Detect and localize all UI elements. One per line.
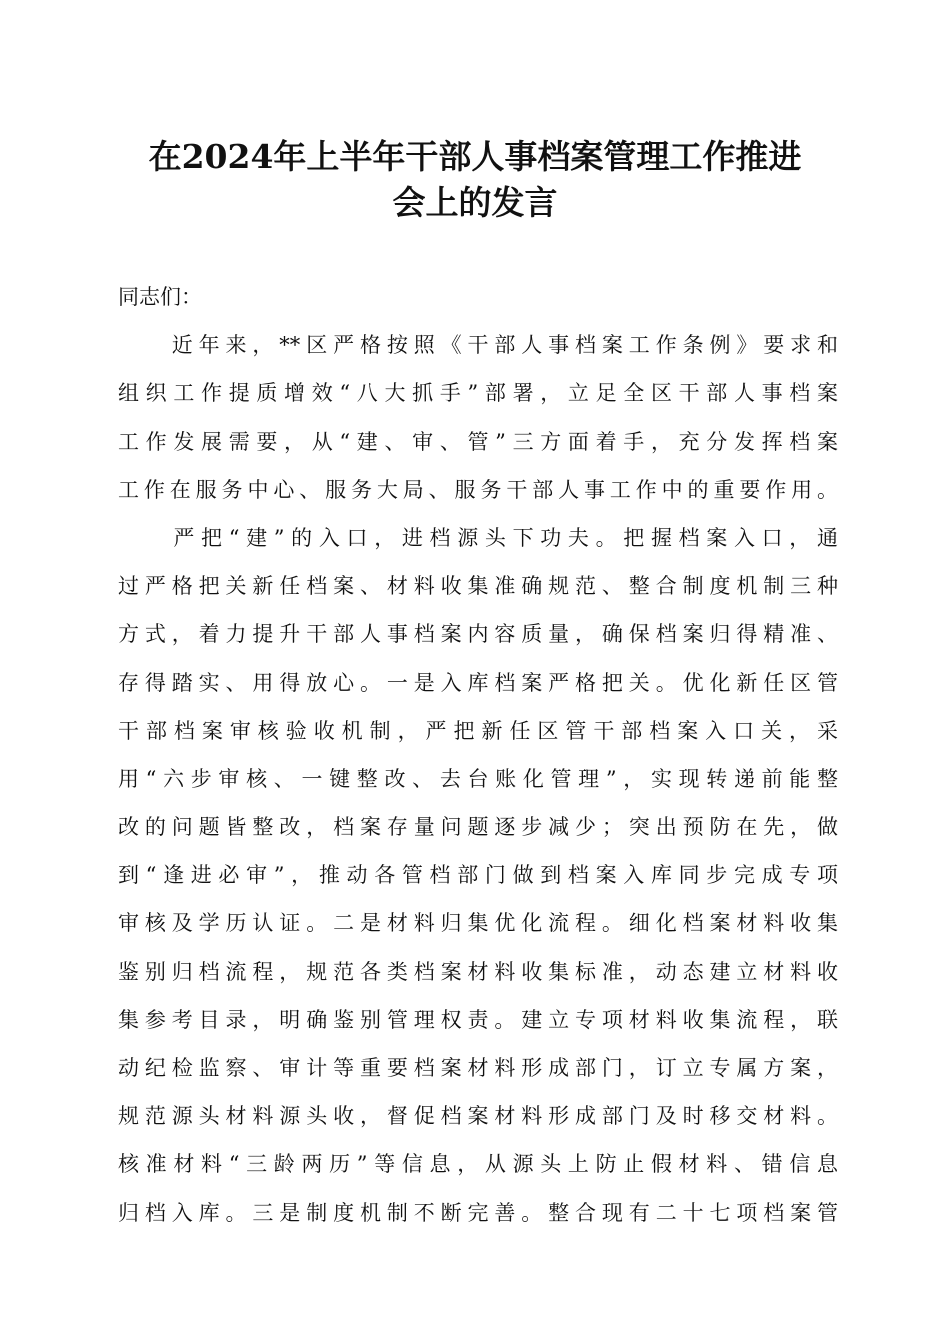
body-line: 过严格把关新任档案、材料收集准确规范、整合制度机制三种 bbox=[118, 574, 838, 599]
document-title bbox=[100, 134, 850, 226]
document-body bbox=[118, 273, 838, 1237]
body-line: 审核及学历认证。二是材料归集优化流程。细化档案材料收集 bbox=[118, 911, 838, 936]
body-line: 集参考目录，明确鉴别管理权责。建立专项材料收集流程，联 bbox=[118, 1007, 838, 1032]
body-line: 归档入库。三是制度机制不断完善。整合现有二十七项档案管 bbox=[118, 1200, 838, 1225]
body-line: 存得踏实、用得放心。一是入库档案严格把关。优化新任区管 bbox=[118, 670, 838, 695]
body-line: 核准材料“三龄两历”等信息，从源头上防止假材料、错信息 bbox=[118, 1152, 838, 1177]
body-line: 用“六步审核、一键整改、去台账化管理”，实现转递前能整 bbox=[118, 766, 838, 791]
salutation: 同志们： bbox=[118, 285, 202, 309]
body-line: 工作在服务中心、服务大局、服务干部人事工作中的重要作用。 bbox=[118, 477, 838, 502]
body-line: 动纪检监察、审计等重要档案材料形成部门，订立专属方案， bbox=[118, 1056, 838, 1080]
body-line: 干部档案审核验收机制，严把新任区管干部档案入口关，采 bbox=[118, 718, 838, 743]
body-line: 方式，着力提升干部人事档案内容质量，确保档案归得精准、 bbox=[118, 622, 838, 647]
body-line: 鉴别归档流程，规范各类档案材料收集标准，动态建立材料收 bbox=[118, 959, 838, 984]
body-line: 到“逢进必审”，推动各管档部门做到档案入库同步完成专项 bbox=[118, 863, 838, 888]
body-line: 工作发展需要，从“建、审、管”三方面着手，充分发挥档案 bbox=[118, 429, 838, 454]
body-line: 严把“建”的入口，进档源头下功夫。把握档案入口，通 bbox=[118, 525, 838, 550]
body-line: 组织工作提质增效“八大抓手”部署，立足全区干部人事档案 bbox=[118, 381, 838, 406]
title-line-1: 在2024年上半年干部人事档案管理工作推进 bbox=[148, 137, 802, 176]
title-line-2: 会上的发言 bbox=[392, 183, 558, 222]
body-line: 近年来，**区严格按照《干部人事档案工作条例》要求和 bbox=[118, 333, 838, 358]
body-line: 规范源头材料源头收，督促档案材料形成部门及时移交材料。 bbox=[118, 1104, 838, 1129]
body-line: 改的问题皆整改，档案存量问题逐步减少；突出预防在先，做 bbox=[118, 815, 838, 840]
